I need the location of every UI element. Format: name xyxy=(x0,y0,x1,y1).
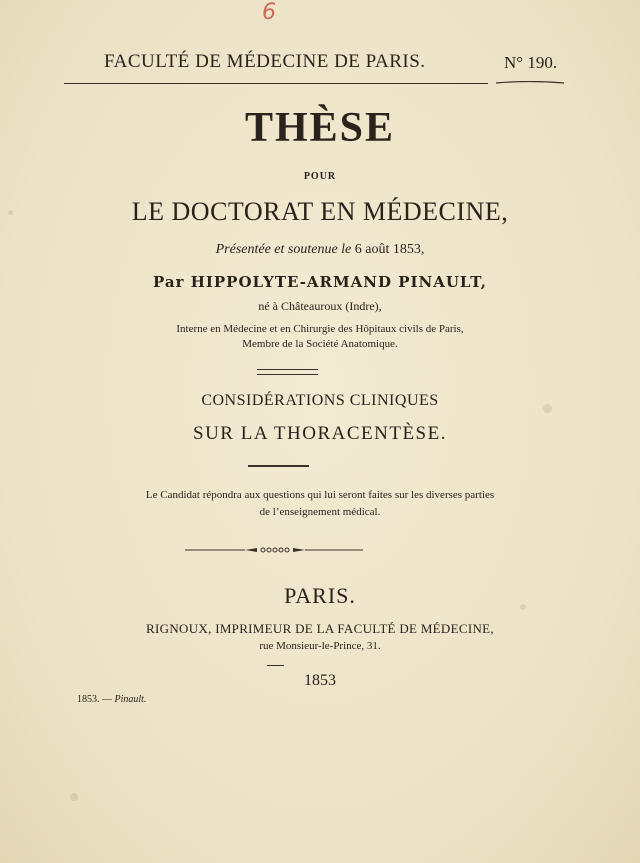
author-line: Par HIPPOLYTE-ARMAND PINAULT, xyxy=(152,273,487,291)
double-rule xyxy=(257,369,318,375)
pour-label: POUR xyxy=(303,171,337,182)
author-birthplace: né à Châteauroux (Indre), xyxy=(258,299,382,313)
faculty-heading: FACULTÉ DE MÉDECINE DE PARIS. xyxy=(104,51,426,72)
imprint-printer: RIGNOUX, IMPRIMEUR DE LA FACULTÉ DE MÉDECINE, xyxy=(146,621,494,636)
subject-line2: SUR LA THORACENTÈSE. xyxy=(193,423,447,444)
presentation-date: 6 août 1853 xyxy=(354,242,421,257)
footer-year: 1853. — xyxy=(77,694,112,705)
number-ornament-rule xyxy=(496,81,564,85)
imprint-year: 1853 xyxy=(304,672,336,689)
imprint-address: rue Monsieur-le-Prince, 31. xyxy=(259,640,381,652)
candidate-note-line2: de l’enseignement médical. xyxy=(259,506,381,518)
doctorate-title: LE DOCTORAT EN MÉDECINE, xyxy=(131,197,509,226)
ornament-divider xyxy=(185,544,365,556)
presentation-prefix: Présentée et soutenue le xyxy=(215,242,352,257)
thesis-number: N° 190. xyxy=(504,53,558,72)
presentation-line xyxy=(0,242,640,258)
thesis-title: THÈSE xyxy=(244,105,396,151)
short-rule xyxy=(267,665,284,666)
header-rule xyxy=(64,83,488,84)
handwritten-mark: 6 xyxy=(262,0,276,25)
author-role-line2: Membre de la Société Anatomique. xyxy=(242,338,398,350)
author-role-line1: Interne en Médecine et en Chirurgie des Hôpitaux civils de Paris, xyxy=(176,323,464,335)
presentation-suffix: , xyxy=(420,242,425,257)
paper-stain xyxy=(70,793,78,801)
section-rule xyxy=(248,465,309,467)
candidate-note-line1: Le Candidat répondra aux questions qui lui seront faites sur les diverses parties xyxy=(145,489,495,501)
subject-line1: CONSIDÉRATIONS CLINIQUES xyxy=(201,392,439,409)
footer-name: Pinault. xyxy=(114,694,147,705)
imprint-city: PARIS. xyxy=(284,583,356,608)
footer-signature xyxy=(77,694,146,705)
